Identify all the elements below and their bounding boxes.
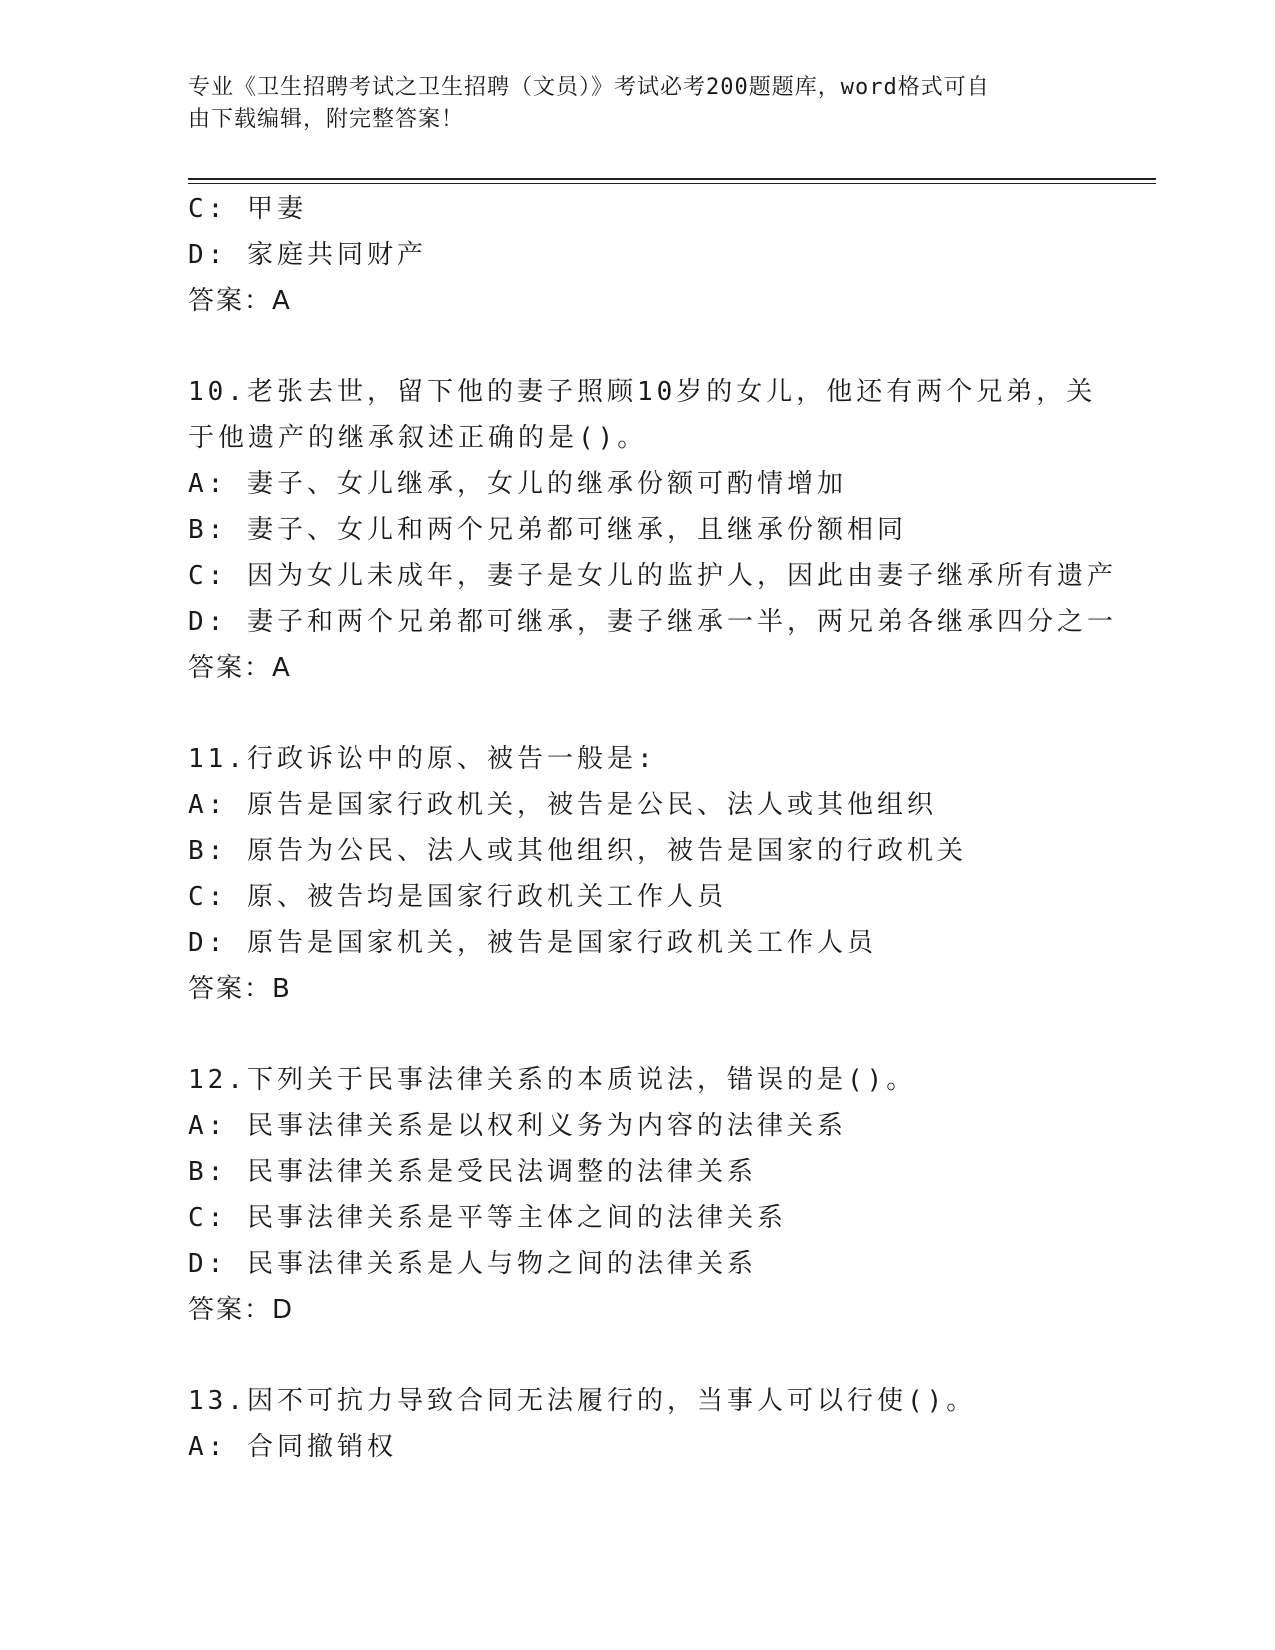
option-a: A: 合同撤销权 <box>188 1432 397 1462</box>
question-9-tail <box>188 186 1128 324</box>
option-b: B: 民事法律关系是受民法调整的法律关系 <box>188 1157 757 1187</box>
option-a: A: 原告是国家行政机关，被告是公民、法人或其他组织 <box>188 790 937 820</box>
option-d: D: 原告是国家机关，被告是国家行政机关工作人员 <box>188 928 877 958</box>
header-line-1: 专业《卫生招聘考试之卫生招聘（文员）》考试必考200题题库，word格式可自 <box>188 75 990 100</box>
option-b: B: 原告为公民、法人或其他组织，被告是国家的行政机关 <box>188 836 967 866</box>
answer-label: 答案：A <box>188 286 292 316</box>
question-stem: 10.老张去世，留下他的妻子照顾10岁的女儿，他还有两个兄弟，关 <box>188 377 1097 407</box>
option-d: D: 家庭共同财产 <box>188 240 427 270</box>
option-c: C: 原、被告均是国家行政机关工作人员 <box>188 882 727 912</box>
option-a: A: 民事法律关系是以权利义务为内容的法律关系 <box>188 1111 847 1141</box>
question-12 <box>188 1057 1128 1333</box>
question-13 <box>188 1378 1128 1470</box>
option-b: B: 妻子、女儿和两个兄弟都可继承，且继承份额相同 <box>188 515 907 545</box>
answer-label: 答案：D <box>188 1295 295 1325</box>
question-11 <box>188 736 1128 1012</box>
answer-label: 答案：B <box>188 974 292 1004</box>
option-c: C: 甲妻 <box>188 194 307 224</box>
question-stem: 12.下列关于民事法律关系的本质说法，错误的是()。 <box>188 1065 917 1095</box>
header-rule-thin <box>188 183 1156 184</box>
question-list <box>188 186 1128 1470</box>
option-d: D: 妻子和两个兄弟都可继承，妻子继承一半，两兄弟各继承四分之一 <box>188 607 1117 637</box>
answer-label: 答案：A <box>188 653 292 683</box>
header-line-2: 由下载编辑，附完整答案！ <box>188 107 465 132</box>
option-c: C: 民事法律关系是平等主体之间的法律关系 <box>188 1203 787 1233</box>
option-d: D: 民事法律关系是人与物之间的法律关系 <box>188 1249 757 1279</box>
option-c: C: 因为女儿未成年，妻子是女儿的监护人，因此由妻子继承所有遗产 <box>188 561 1117 591</box>
header-rule-thick <box>188 178 1156 180</box>
option-a: A: 妻子、女儿继承，女儿的继承份额可酌情增加 <box>188 469 847 499</box>
question-stem: 11.行政诉讼中的原、被告一般是: <box>188 744 657 774</box>
question-stem-continued: 于他遗产的继承叙述正确的是()。 <box>188 423 648 453</box>
question-stem: 13.因不可抗力导致合同无法履行的，当事人可以行使()。 <box>188 1386 977 1416</box>
question-10 <box>188 369 1128 691</box>
document-header <box>188 72 1068 136</box>
